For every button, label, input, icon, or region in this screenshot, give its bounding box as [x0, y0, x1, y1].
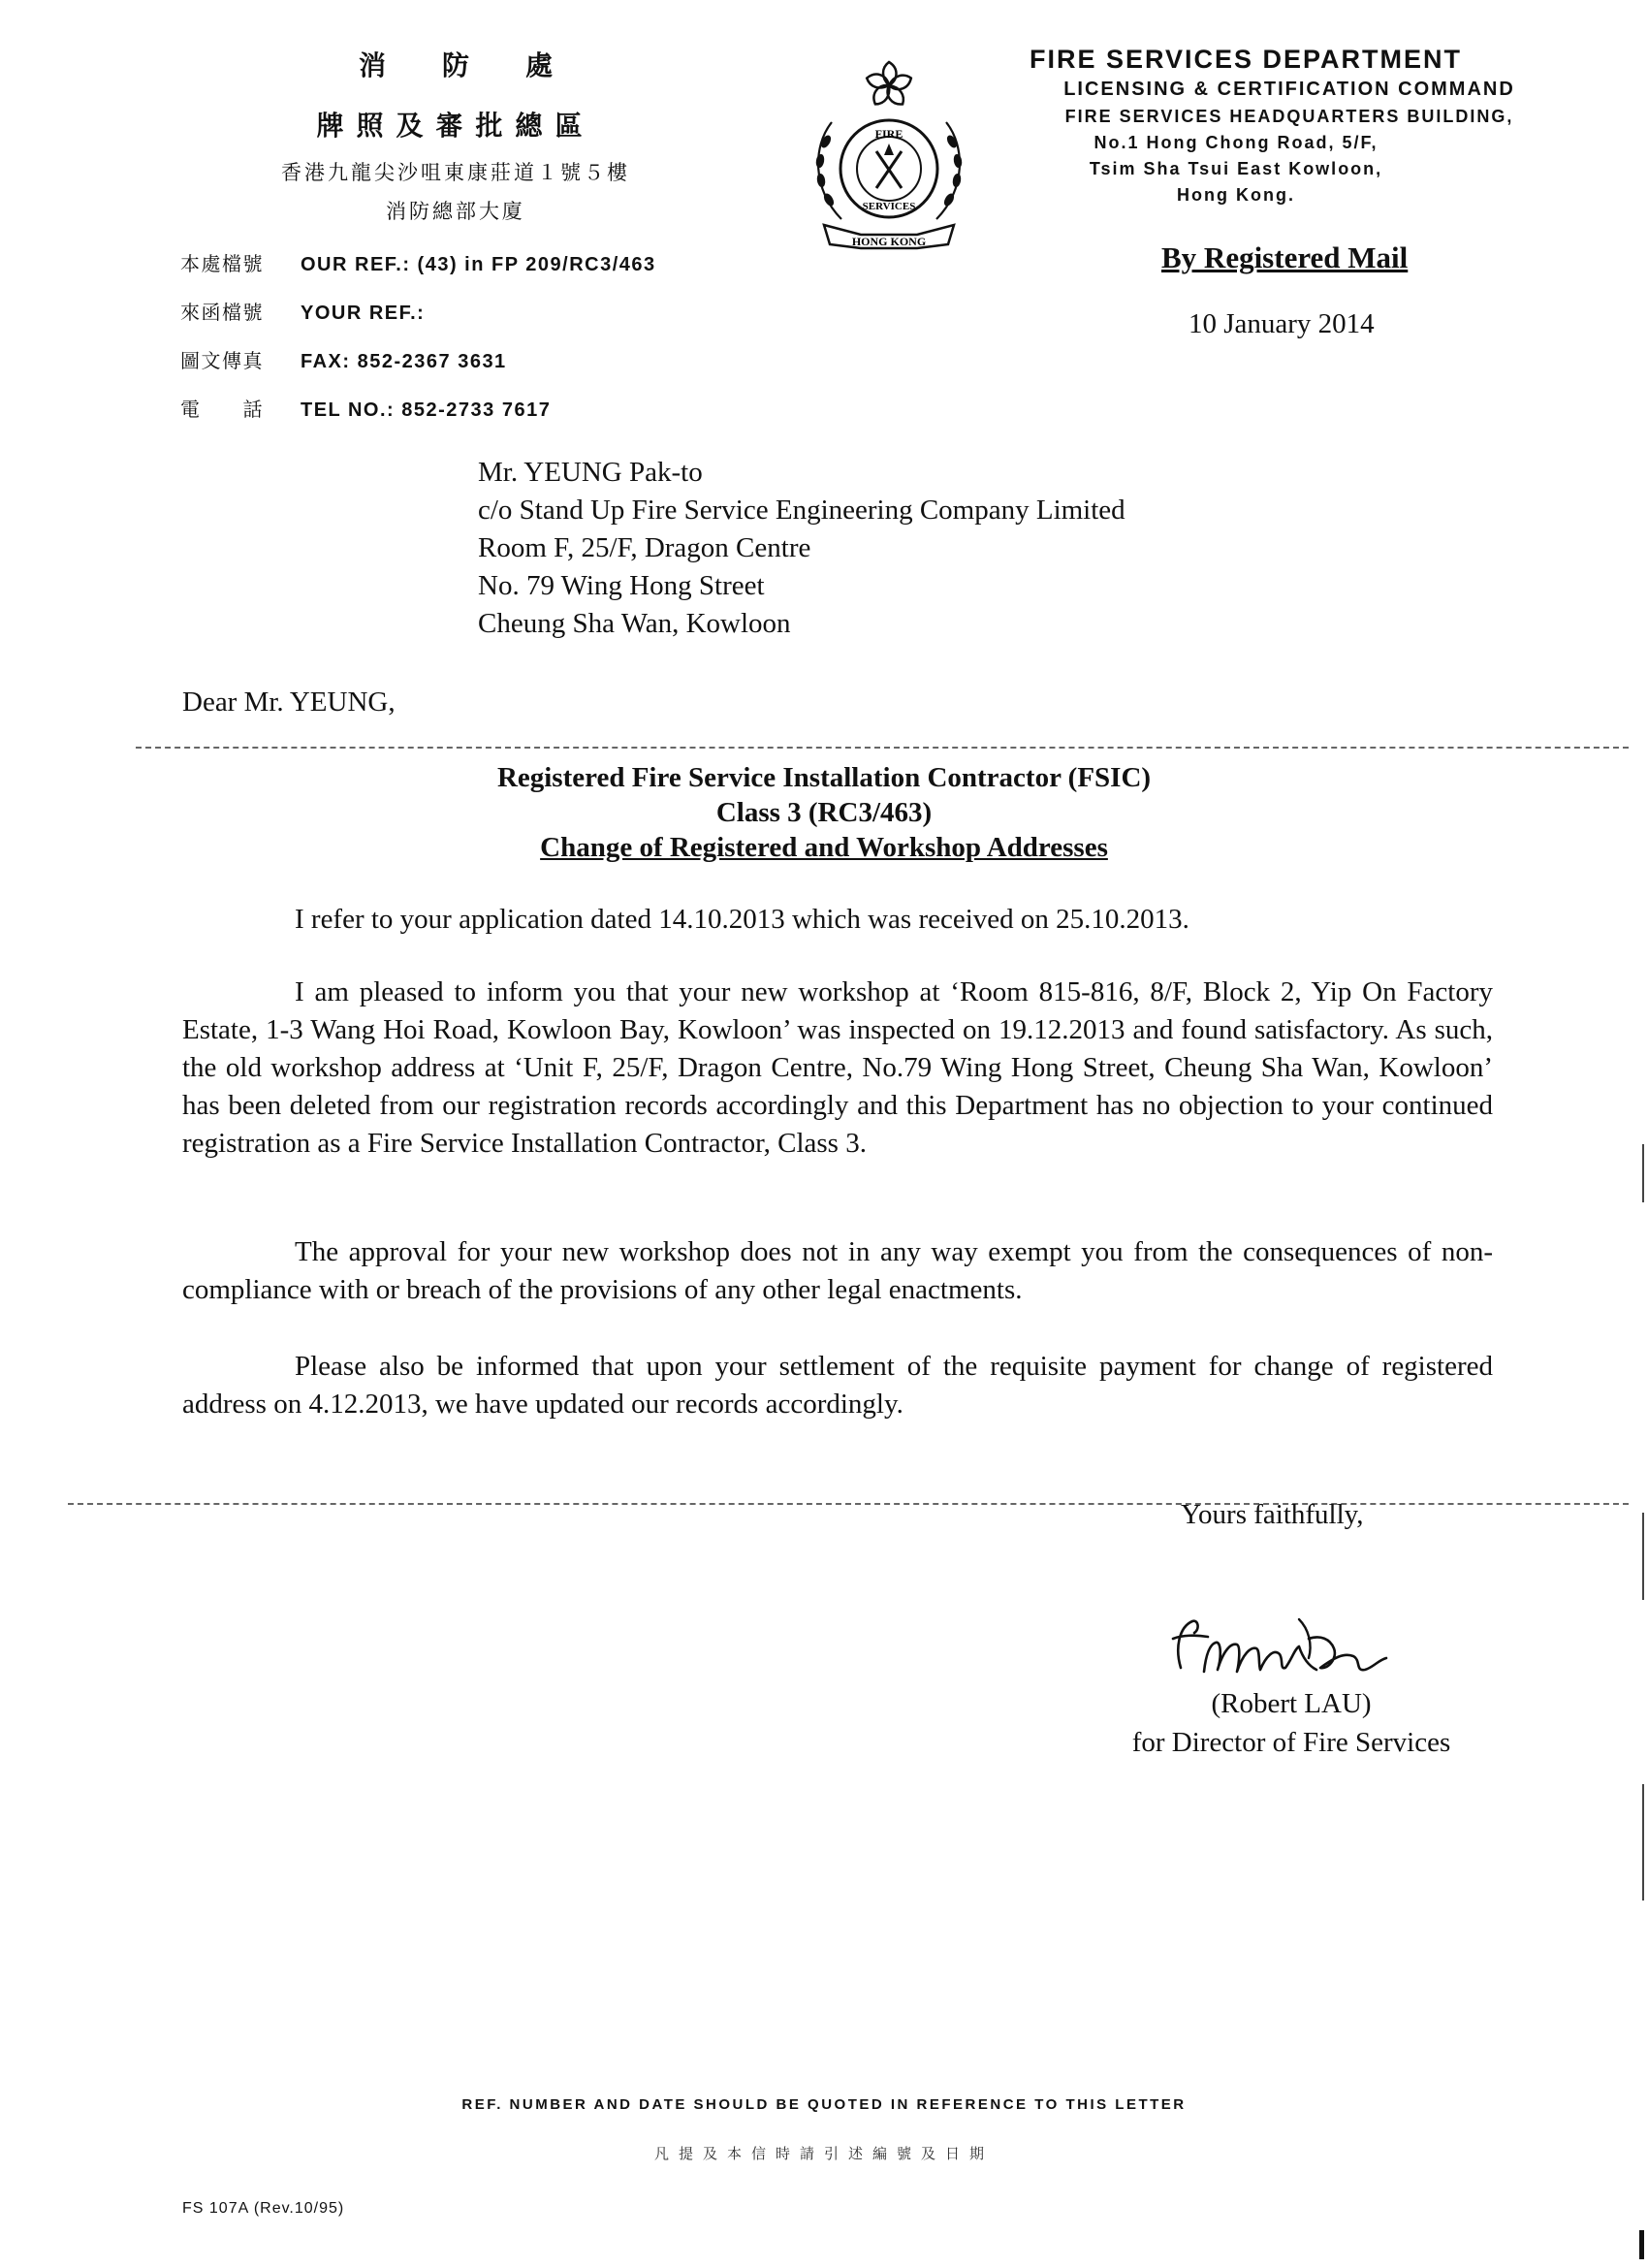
body-paragraph-4: [182, 1348, 1493, 1423]
body-paragraph-1: [182, 901, 1493, 939]
subject-line-3: Change of Registered and Workshop Addresses: [540, 832, 1108, 863]
scan-artifact-line-2: [68, 1503, 1629, 1505]
recipient-room: Room F, 25/F, Dragon Centre: [478, 532, 811, 563]
tel-row: [180, 394, 551, 422]
letterhead-english: [998, 45, 1580, 206]
our-ref-value: OUR REF.: (43) in FP 209/RC3/463: [301, 254, 656, 275]
body-paragraph-3-text: The approval for your new workshop does not in any way exempt you from the consequences of non-compliance with or breach of the provisions of any other legal enactments.: [182, 1236, 1493, 1305]
closing: Yours faithfully,: [1181, 1499, 1364, 1530]
address-zh: 香港九龍尖沙咀東康莊道１號５樓: [281, 161, 630, 184]
your-ref-label-zh: 來函檔號: [180, 301, 264, 324]
emblem-text-bottom: HONG KONG: [851, 235, 927, 248]
our-ref-label-zh: 本處檔號: [180, 252, 264, 275]
tel-label-zh: 電 話: [180, 398, 264, 421]
subject-block: [0, 760, 1648, 865]
salutation: Dear Mr. YEUNG,: [182, 687, 396, 718]
fax-value: FAX: 852-2367 3631: [301, 351, 507, 372]
address-line-en-3: Hong Kong.: [1177, 185, 1295, 205]
recipient-street: No. 79 Wing Hong Street: [478, 570, 765, 601]
our-ref-row: [180, 248, 656, 276]
building-name-en: FIRE SERVICES HEADQUARTERS BUILDING,: [1064, 107, 1514, 126]
scan-edge-mark: [1642, 1144, 1644, 1202]
command-name-en: LICENSING & CERTIFICATION COMMAND: [1063, 79, 1515, 100]
fire-services-emblem-icon: [803, 54, 975, 254]
department-name-en: FIRE SERVICES DEPARTMENT: [1029, 45, 1463, 74]
letterhead-chinese: [223, 45, 688, 225]
recipient-company: c/o Stand Up Fire Service Engineering Company Limited: [478, 495, 1125, 526]
signatory-name: (Robert LAU): [1211, 1688, 1372, 1719]
department-name-zh: 消防處: [358, 49, 609, 81]
your-ref-value: YOUR REF.:: [301, 303, 426, 324]
fax-row: [180, 345, 507, 373]
subject-line-1: Registered Fire Service Installation Contractor (FSIC): [496, 762, 1152, 793]
tel-value: TEL NO.: 852-2733 7617: [301, 399, 552, 421]
delivery-method: By Registered Mail: [1161, 240, 1409, 274]
building-zh: 消防總部大廈: [386, 200, 525, 223]
signature-icon: [1154, 1600, 1435, 1692]
signatory-title: for Director of Fire Services: [1131, 1727, 1451, 1758]
footer-note-en: REF. NUMBER AND DATE SHOULD BE QUOTED IN REFERENCE TO THIS LETTER: [461, 2096, 1187, 2113]
scan-edge-mark: [1642, 1513, 1644, 1600]
footer-note-zh: 凡提及本信時請引述編號及日期: [653, 2145, 994, 2162]
form-number: FS 107A (Rev.10/95): [182, 2200, 345, 2217]
recipient-name: Mr. YEUNG Pak-to: [478, 457, 703, 488]
letter-date: 10 January 2014: [1188, 308, 1375, 339]
signatory-block: [1107, 1684, 1475, 1762]
scan-artifact-line: [136, 747, 1629, 749]
emblem-text-top: FIRE: [874, 127, 903, 141]
command-name-zh: 牌照及審批總區: [316, 110, 595, 142]
address-line-en-1: No.1 Hong Chong Road, 5/F,: [1093, 133, 1379, 152]
body-paragraph-3: [182, 1233, 1493, 1309]
subject-line-2: Class 3 (RC3/463): [715, 797, 933, 828]
address-line-en-2: Tsim Sha Tsui East Kowloon,: [1089, 159, 1383, 178]
body-paragraph-4-text: Please also be informed that upon your settlement of the requisite payment for change of registered address on 4.12.2013, we have updated our records accordingly.: [182, 1351, 1493, 1420]
body-paragraph-1-text: I refer to your application dated 14.10.2013 which was received on 25.10.2013.: [295, 904, 1189, 935]
body-paragraph-2-text: I am pleased to inform you that your new workshop at ‘Room 815-816, 8/F, Block 2, Yip On Factory Estate, 1-3 Wang Hoi Road, Kowloon Bay, Kowloon’ was inspected on 19.12.2013 and found satisfactory. As such, the old workshop address at ‘Unit F, 25/F, Dragon Centre, No.79 Wing Hong Street, Cheung Sha Wan, Kowloon’ has been deleted from our registration records accordingly and this Department has no objection to your continued registration as a Fire Service Installation Contractor, Class 3.: [182, 976, 1493, 1159]
body-paragraph-2: [182, 974, 1493, 1163]
scan-edge-mark: [1639, 2230, 1644, 2259]
your-ref-row: [180, 297, 425, 325]
scan-edge-mark: [1642, 1784, 1644, 1901]
fax-label-zh: 圖文傳真: [180, 349, 264, 372]
recipient-district: Cheung Sha Wan, Kowloon: [478, 608, 791, 639]
emblem-text-middle: SERVICES: [862, 201, 916, 212]
recipient-address: [478, 454, 1125, 643]
